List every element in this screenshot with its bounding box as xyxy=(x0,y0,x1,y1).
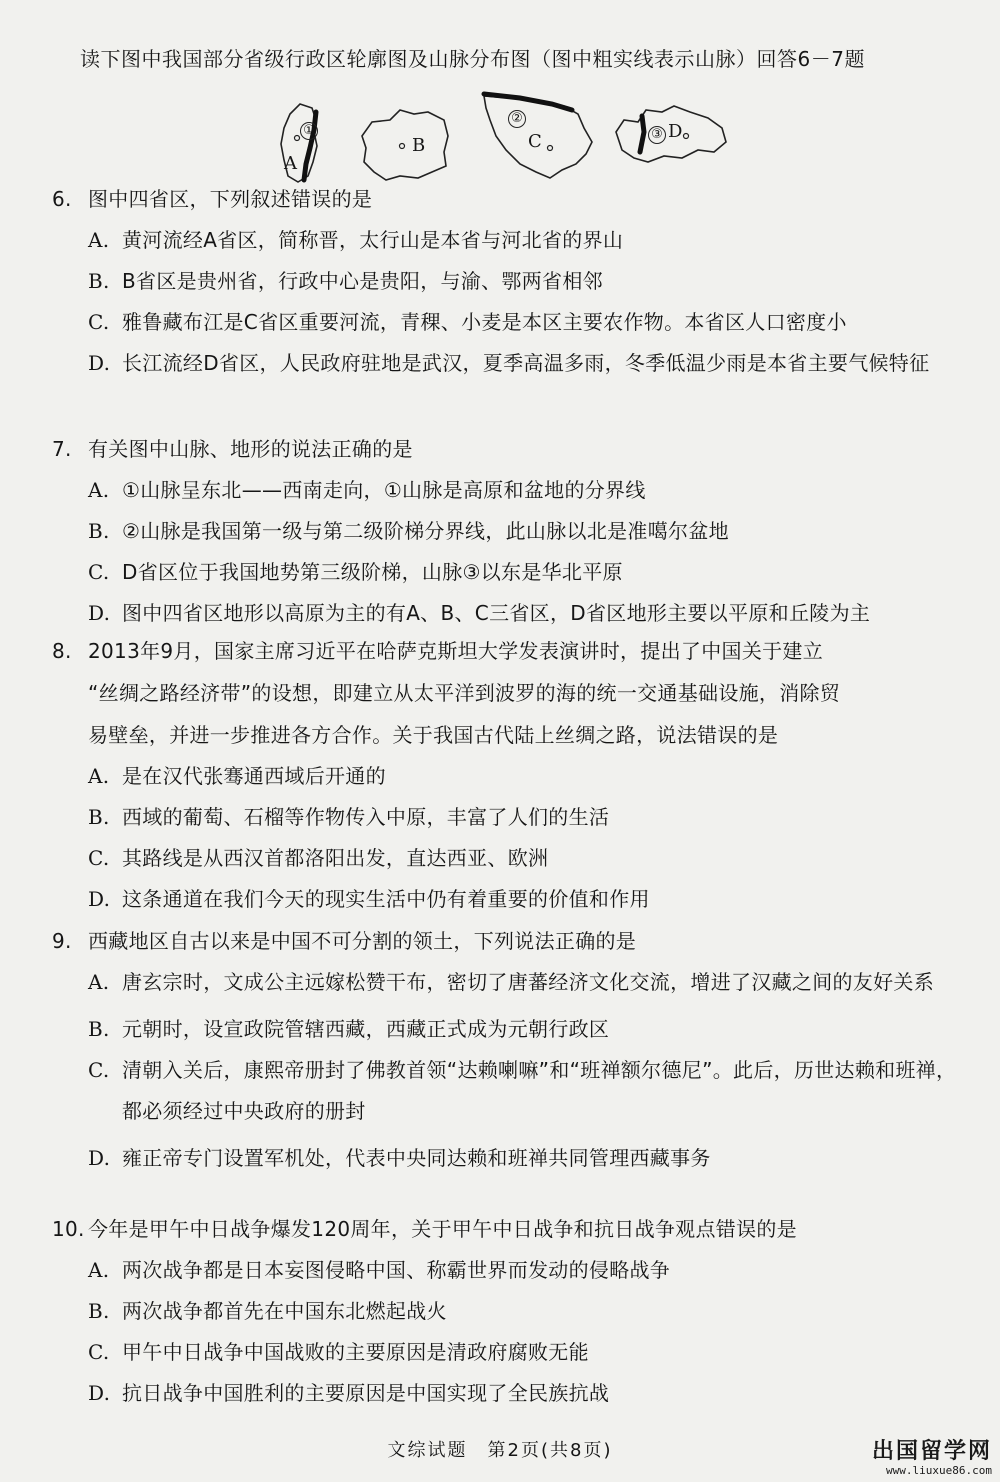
question-10 xyxy=(52,1214,972,1408)
site-watermark xyxy=(872,1440,992,1477)
question-number: 7. xyxy=(52,437,72,461)
option-a xyxy=(88,761,972,791)
option-b xyxy=(88,802,972,832)
option-letter: A. xyxy=(88,970,110,994)
question-8 xyxy=(52,636,972,914)
question-stem: 今年是甲午中日战争爆发120周年，关于甲午中日战争和抗日战争观点错误的是 xyxy=(88,1217,797,1241)
province-map-d xyxy=(612,102,730,166)
question-7 xyxy=(52,434,972,628)
option-text: 甲午中日战争中国战败的主要原因是清政府腐败无能 xyxy=(122,1340,589,1364)
province-outline-maps xyxy=(0,88,1000,188)
option-b xyxy=(88,516,972,546)
option-text: 雅鲁藏布江是C省区重要河流，青稞、小麦是本区主要农作物。本省区人口密度小 xyxy=(122,310,847,334)
option-letter: B. xyxy=(88,519,110,543)
option-letter: C. xyxy=(88,846,110,870)
option-text: 是在汉代张骞通西域后开通的 xyxy=(122,764,386,788)
province-c-label: C xyxy=(528,131,542,152)
mountain-2-label: ② xyxy=(508,110,526,128)
option-text: 两次战争都首先在中国东北燃起战火 xyxy=(122,1299,447,1323)
option-b xyxy=(88,1014,972,1044)
option-text: 两次战争都是日本妄图侵略中国、称霸世界而发动的侵略战争 xyxy=(122,1258,671,1282)
page-footer: 文综试题 第2页(共8页) xyxy=(387,1440,613,1461)
province-map-a xyxy=(270,102,330,184)
question-stem-line-2: “丝绸之路经济带”的设想，即建立从太平洋到波罗的海的统一交通基础设施，消除贸 xyxy=(88,681,841,705)
option-letter: C. xyxy=(88,560,110,584)
option-text: 这条通道在我们今天的现实生活中仍有着重要的价值和作用 xyxy=(122,887,650,911)
option-text: 唐玄宗时，文成公主远嫁松赞干布，密切了唐蕃经济文化交流，增进了汉藏之间的友好关系 xyxy=(122,970,934,994)
option-text: 抗日战争中国胜利的主要原因是中国实现了全民族抗战 xyxy=(122,1381,610,1405)
option-letter: B. xyxy=(88,805,110,829)
mountain-1-label: ① xyxy=(300,122,318,140)
province-map-b xyxy=(356,106,452,182)
option-letter: D. xyxy=(88,1146,111,1170)
question-number: 10. xyxy=(52,1217,85,1241)
option-c xyxy=(88,557,972,587)
option-text: D省区位于我国地势第三级阶梯，山脉③以东是华北平原 xyxy=(122,560,623,584)
option-b xyxy=(88,266,972,296)
option-text: 黄河流经A省区，简称晋，太行山是本省与河北省的界山 xyxy=(122,228,624,252)
question-stem: 图中四省区，下列叙述错误的是 xyxy=(88,187,373,211)
option-text: 其路线是从西汉首都洛阳出发，直达西亚、欧洲 xyxy=(122,846,549,870)
option-a xyxy=(88,967,972,1003)
province-b-label: B xyxy=(412,135,426,156)
question-number: 8. xyxy=(52,639,72,663)
province-d-label: D xyxy=(668,121,683,142)
option-letter: C. xyxy=(88,1058,110,1082)
question-stem: 有关图中山脉、地形的说法正确的是 xyxy=(88,437,413,461)
option-letter: C. xyxy=(88,1340,110,1364)
watermark-url: www.liuxue86.com xyxy=(886,1464,992,1477)
option-c xyxy=(88,1337,972,1367)
option-letter: A. xyxy=(88,478,110,502)
mountain-3-label: ③ xyxy=(648,126,666,144)
province-a-label: A xyxy=(284,153,297,174)
option-letter: D. xyxy=(88,887,111,911)
option-text: 西域的葡萄、石榴等作物传入中原，丰富了人们的生活 xyxy=(122,805,610,829)
question-stem: 西藏地区自古以来是中国不可分割的领土，下列说法正确的是 xyxy=(88,929,637,953)
option-a xyxy=(88,1255,972,1285)
option-b xyxy=(88,1296,972,1326)
question-9 xyxy=(52,926,972,1173)
question-stem-line-1: 2013年9月，国家主席习近平在哈萨克斯坦大学发表演讲时，提出了中国关于建立 xyxy=(88,639,824,663)
option-d xyxy=(88,348,972,384)
question-number: 6. xyxy=(52,187,72,211)
option-text: 雍正帝专门设置军机处，代表中央同达赖和班禅共同管理西藏事务 xyxy=(122,1146,711,1170)
option-d xyxy=(88,1378,972,1408)
option-letter: A. xyxy=(88,764,110,788)
option-c xyxy=(88,843,972,873)
option-d xyxy=(88,1143,972,1173)
option-a xyxy=(88,475,972,505)
option-text: 清朝入关后，康熙帝册封了佛教首领“达赖喇嘛”和“班禅额尔德尼”。此后，历世达赖和班禅，都必须经过中央政府的册封 xyxy=(122,1058,957,1123)
option-text: 元朝时，设宣政院管辖西藏，西藏正式成为元朝行政区 xyxy=(122,1017,610,1041)
option-letter: C. xyxy=(88,310,110,334)
option-letter: A. xyxy=(88,1258,110,1282)
option-text: B省区是贵州省，行政中心是贵阳，与渝、鄂两省相邻 xyxy=(122,269,603,293)
province-b-outline xyxy=(356,106,452,182)
province-map-c xyxy=(480,88,596,184)
option-c xyxy=(88,307,972,337)
option-letter: B. xyxy=(88,1017,110,1041)
map-intro-text: 读下图中我国部分省级行政区轮廓图及山脉分布图（图中粗实线表示山脉）回答6－7题 xyxy=(80,47,865,71)
option-d xyxy=(88,884,972,914)
option-a xyxy=(88,225,972,255)
option-text: 图中四省区地形以高原为主的有A、B、C三省区，D省区地形主要以平原和丘陵为主 xyxy=(122,601,871,625)
option-letter: D. xyxy=(88,351,111,375)
option-text: ①山脉呈东北——西南走向，①山脉是高原和盆地的分界线 xyxy=(122,478,646,502)
question-stem-line-3: 易壁垒，并进一步推进各方合作。关于我国古代陆上丝绸之路，说法错误的是 xyxy=(88,723,779,747)
option-d xyxy=(88,598,972,628)
option-text: 长江流经D省区，人民政府驻地是武汉，夏季高温多雨，冬季低温少雨是本省主要气候特征 xyxy=(122,351,930,375)
option-text: ②山脉是我国第一级与第二级阶梯分界线，此山脉以北是准噶尔盆地 xyxy=(122,519,729,543)
option-c xyxy=(88,1055,972,1132)
option-letter: B. xyxy=(88,1299,110,1323)
question-6 xyxy=(52,184,972,384)
province-a-outline xyxy=(270,102,330,184)
option-letter: B. xyxy=(88,269,110,293)
option-letter: A. xyxy=(88,228,110,252)
question-number: 9. xyxy=(52,929,72,953)
option-letter: D. xyxy=(88,601,111,625)
watermark-name: 出国留学网 xyxy=(871,1439,992,1464)
option-letter: D. xyxy=(88,1381,111,1405)
